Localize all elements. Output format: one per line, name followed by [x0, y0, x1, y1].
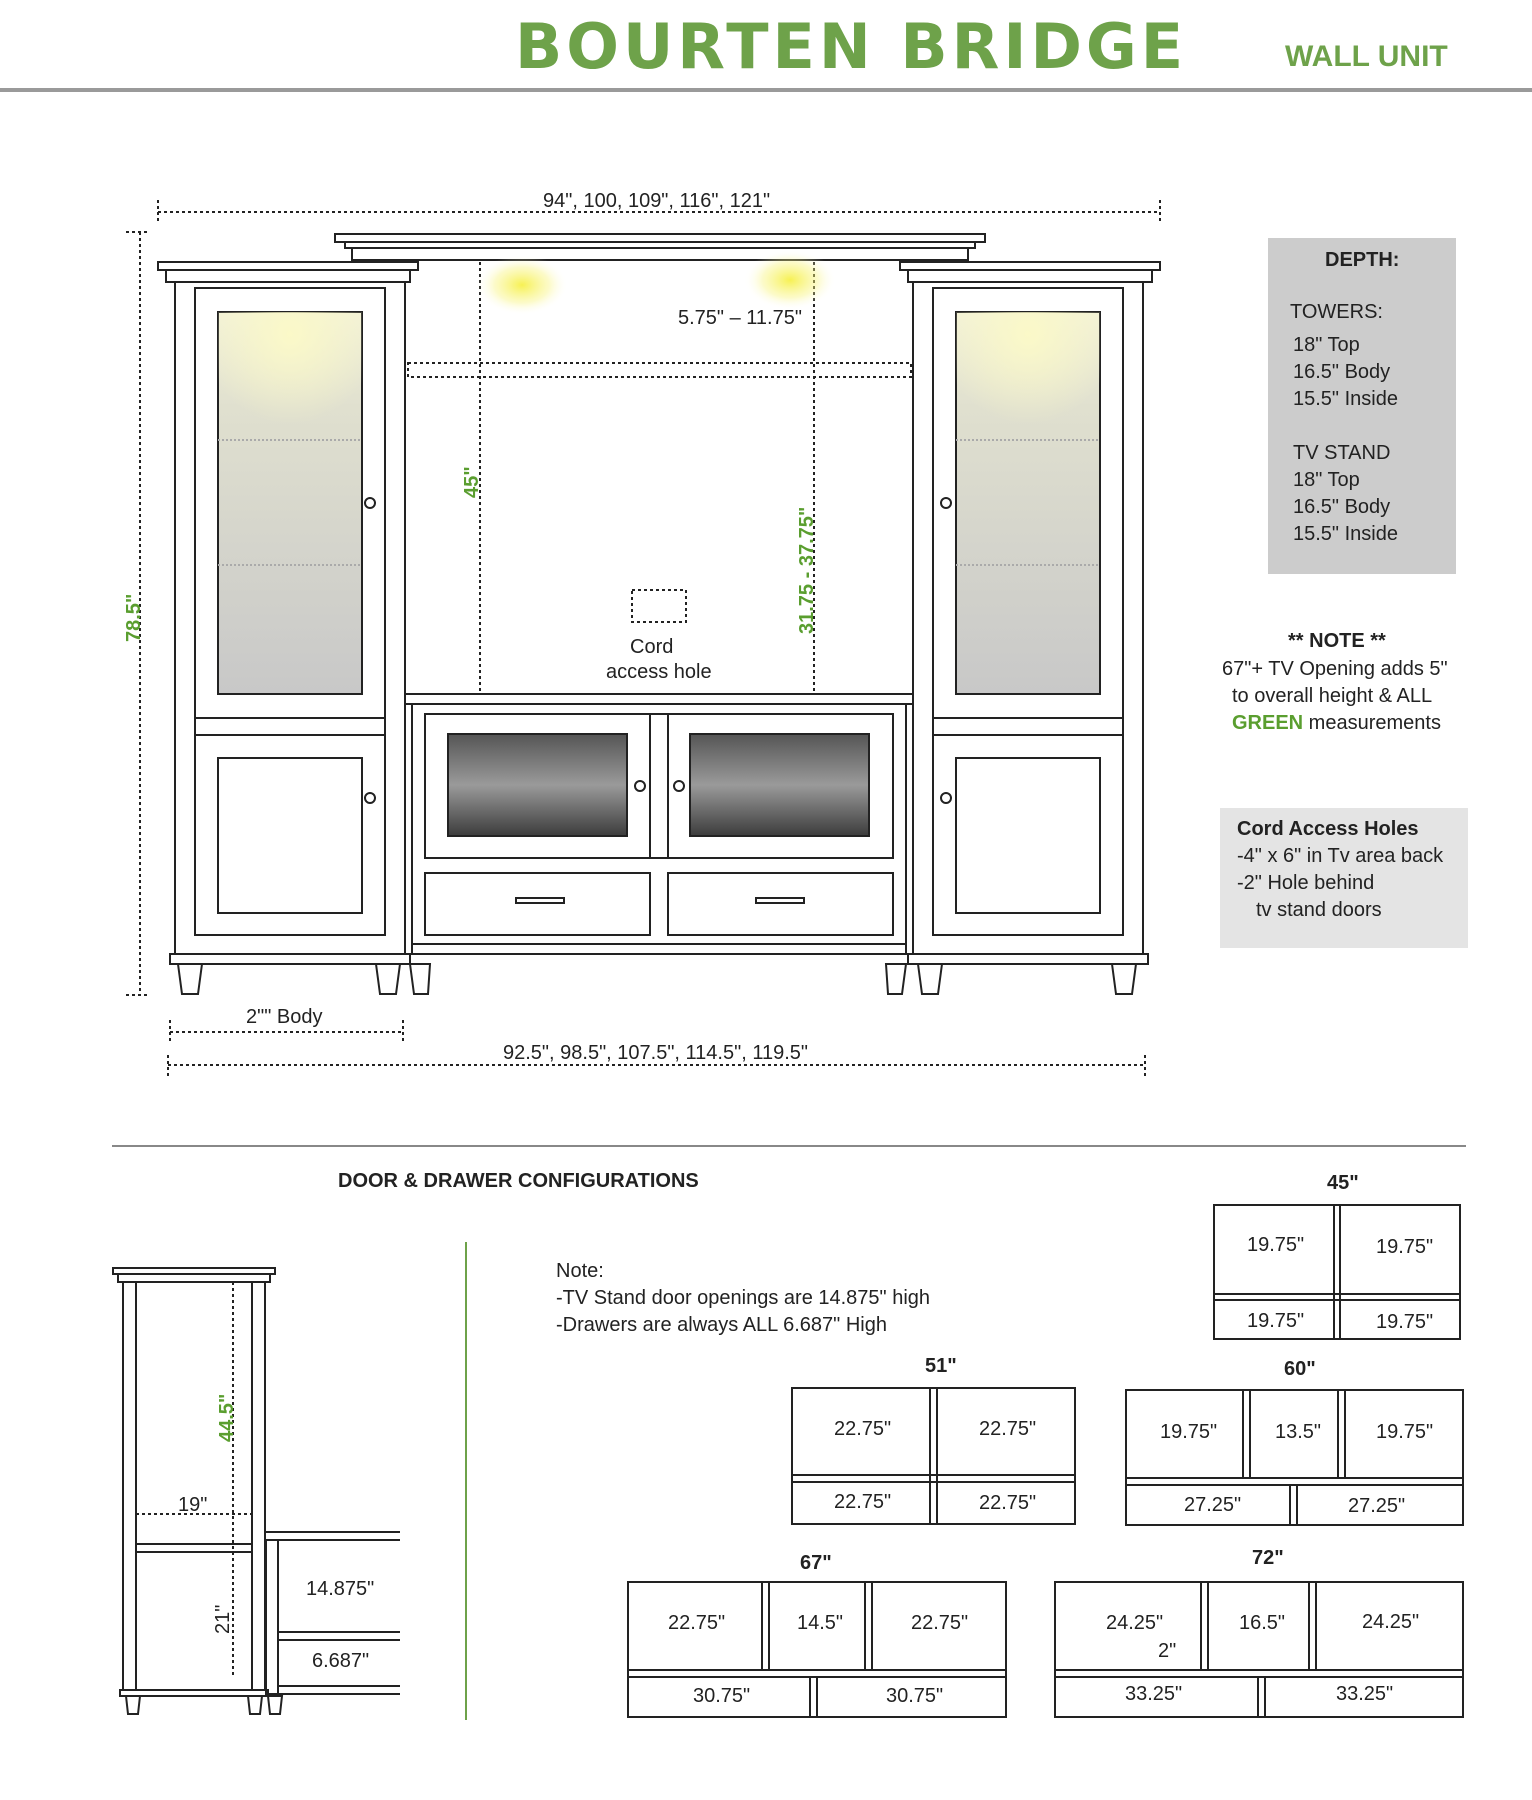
config-60-drawer-1: 27.25": [1184, 1494, 1242, 1516]
cord-access-title: Cord Access Holes: [1237, 818, 1419, 840]
side-door-height-label: 14.875": [306, 1578, 375, 1600]
overall-height-label: 78.5": [123, 593, 145, 642]
page-subtitle: WALL UNIT: [1285, 40, 1448, 73]
config-67-door-2: 14.5": [797, 1612, 844, 1634]
config-51-door-2: 22.75": [979, 1418, 1037, 1440]
note-line-3: [1232, 712, 1441, 735]
config-60-door-1: 19.75": [1160, 1421, 1218, 1443]
config-67-drawer-2: 30.75": [886, 1685, 944, 1707]
config-67-label: 67": [800, 1552, 832, 1574]
depth-towers-label: TOWERS:: [1290, 301, 1383, 323]
depth-stand-top: 18" Top: [1293, 469, 1360, 491]
config-60-drawer-2: 27.25": [1348, 1495, 1406, 1517]
config-67-door-1: 22.75": [668, 1612, 726, 1634]
config-72-drawer-1: 33.25": [1125, 1683, 1183, 1705]
config-51-label: 51": [925, 1355, 957, 1377]
configs-note-line-1: -TV Stand door openings are 14.875" high: [556, 1287, 931, 1309]
side-drawer-height-label: 6.687": [312, 1650, 370, 1672]
cord-hole-label-1: Cord: [630, 636, 674, 658]
config-51-drawer-2: 22.75": [979, 1492, 1037, 1514]
bridge-height-label: 5.75" – 11.75": [678, 307, 802, 329]
body-width-label: 2"" Body: [246, 1006, 323, 1028]
depth-stand-body: 16.5" Body: [1293, 496, 1391, 518]
note-line-1: 67"+ TV Opening adds 5": [1222, 658, 1448, 680]
config-60-door-2: 13.5": [1275, 1421, 1322, 1443]
configs-heading: DOOR & DRAWER CONFIGURATIONS: [338, 1170, 699, 1192]
note-line-3-rest: measurements: [1303, 712, 1441, 734]
config-51-drawer-1: 22.75": [834, 1491, 892, 1513]
side-tower-height-label: 44.5": [216, 1393, 238, 1442]
top-width-label: 94", 100, 109", 116", 121": [543, 190, 771, 212]
configs-note-title: Note:: [556, 1260, 604, 1282]
tv-opening-label: 31.75 - 37.75": [796, 506, 818, 634]
cord-access-item-1: -4" x 6" in Tv area back: [1237, 845, 1444, 867]
config-72-door-2: 16.5": [1239, 1612, 1286, 1634]
page-title: BOURTEN BRIDGE: [515, 10, 1188, 83]
bottom-width-label: 92.5", 98.5", 107.5", 114.5", 119.5": [503, 1042, 808, 1064]
config-72-drawer-2: 33.25": [1336, 1683, 1394, 1705]
cord-hole-label-2: access hole: [606, 661, 712, 683]
cord-access-item-3: tv stand doors: [1256, 899, 1382, 921]
config-45-door-2: 19.75": [1376, 1236, 1434, 1258]
depth-stand-inside: 15.5" Inside: [1293, 523, 1398, 545]
config-67-drawer-1: 30.75": [693, 1685, 751, 1707]
note-green-word: GREEN: [1232, 712, 1304, 734]
note-line-2: to overall height & ALL: [1232, 685, 1433, 707]
config-45-drawer-2: 19.75": [1376, 1311, 1434, 1333]
config-45-label: 45": [1327, 1172, 1359, 1194]
config-72-door-3: 24.25": [1362, 1611, 1420, 1633]
depth-title: DEPTH:: [1325, 249, 1400, 271]
depth-tower-inside: 15.5" Inside: [1293, 388, 1398, 410]
config-60-door-3: 19.75": [1376, 1421, 1434, 1443]
side-lower-label: 21": [212, 1604, 234, 1634]
config-67-door-3: 22.75": [911, 1612, 969, 1634]
config-51-door-1: 22.75": [834, 1418, 892, 1440]
config-72-label: 72": [1252, 1547, 1284, 1569]
config-45-drawer-1: 19.75": [1247, 1310, 1305, 1332]
note-title: ** NOTE **: [1288, 630, 1386, 652]
tv-height-label: 45": [461, 466, 483, 498]
cord-access-item-2: -2" Hole behind: [1237, 872, 1375, 894]
depth-tower-top: 18" Top: [1293, 334, 1360, 356]
configs-note-line-2: -Drawers are always ALL 6.687" High: [556, 1314, 887, 1336]
config-72-door-1: 24.25": [1106, 1612, 1164, 1634]
depth-tower-body: 16.5" Body: [1293, 361, 1391, 383]
side-shelf-label: 19": [178, 1494, 208, 1516]
config-72-extra-label: 2": [1158, 1640, 1177, 1662]
depth-stand-label: TV STAND: [1293, 442, 1391, 464]
config-60-label: 60": [1284, 1358, 1316, 1380]
config-45-door-1: 19.75": [1247, 1234, 1305, 1256]
